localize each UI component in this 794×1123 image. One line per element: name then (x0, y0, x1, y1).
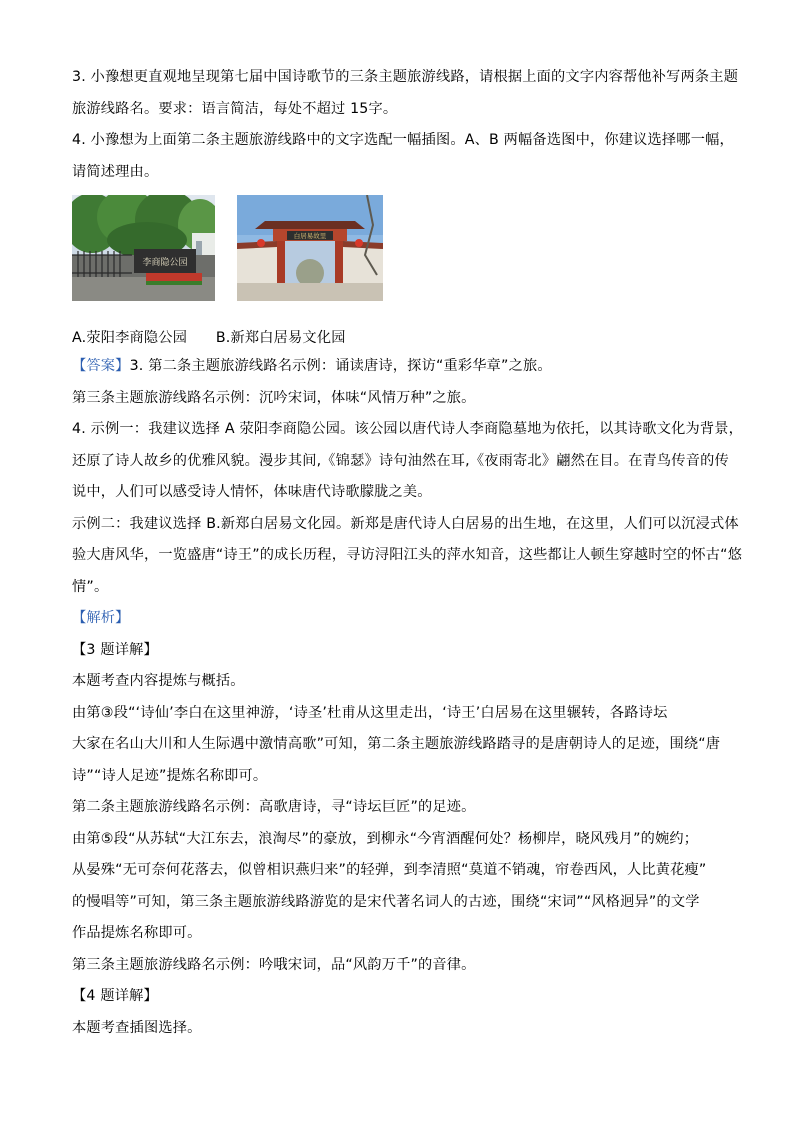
answer-line: 第三条主题旅游线路名示例：沉吟宋词，体味“风情万种”之旅。 (72, 389, 476, 406)
question-3-line-2: 旅游线路名。要求：语言简洁，每处不超过 15字。 (72, 100, 398, 117)
analysis-line: 由第③段“‘诗仙’李白在这里神游，‘诗圣’杜甫从这里走出，‘诗王’白居易在这里辗转，各路诗坛 (72, 704, 668, 721)
answer-line: 还原了诗人故乡的优雅风貌。漫步其间,《锦瑟》诗句油然在耳,《夜雨寄北》翩然在目。在青鸟传音的传 (72, 452, 729, 469)
answer-line-1 (72, 351, 722, 383)
analysis-line: 本题考查内容提炼与概括。 (72, 673, 245, 689)
q3-detail-label: 【3 题详解】 (72, 641, 158, 658)
answer-line: 示例二：我建议选择 B.新郑白居易文化园。新郑是唐代诗人白居易的出生地，在这里，人们可以沉浸式体 (72, 515, 739, 532)
analysis-line: 第二条主题旅游线路名示例：高歌唐诗，寻“诗坛巨匠”的足迹。 (72, 799, 476, 815)
answer-label: 【答案】 (72, 358, 130, 374)
document-page (72, 62, 744, 1044)
analysis-line: 作品提炼名称即可。 (72, 925, 202, 941)
answer-line: 4. 示例一：我建议选择 A 荥阳李商隐公园。该公园以唐代诗人李商隐墓地为依托，以其诗歌文化为背景， (72, 421, 744, 437)
answer-line: 说中，人们可以感受诗人情怀，体味唐代诗歌朦胧之美。 (72, 484, 432, 500)
question-4-line-1: 4. 小豫想为上面第二条主题旅游线路中的文字选配一幅插图。A、B 两幅备选图中，你建议选择哪一幅， (72, 132, 734, 148)
question-4-line-2: 请简述理由。 (72, 163, 159, 180)
answer-line-1-text: 3. 第二条主题旅游线路名示例：诵读唐诗，探访“重彩华章”之旅。 (129, 358, 552, 374)
svg-text:李商隐公园: 李商隐公园 (142, 258, 188, 268)
figure-a-park-photo (72, 195, 215, 301)
answer-line: 情”。 (72, 578, 109, 595)
question-3-line-1: 3. 小豫想更直观地呈现第七届中国诗歌节的三条主题旅游线路，请根据上面的文字内容帮他补写两条主题 (72, 69, 739, 85)
svg-text:白居易故里: 白居易故里 (293, 232, 327, 240)
analysis-line: 大家在名山大川和人生际遇中激情高歌”可知，第二条主题旅游线路踏寻的是唐朝诗人的足迹，围绕“唐 (72, 736, 721, 752)
answer-line: 验大唐风华，一览盛唐“诗王”的成长历程，寻访浔阳江头的萍水知音，这些都让人顿生穿越时空的怀古“悠 (72, 547, 743, 563)
figure-b-gate-photo (237, 195, 383, 301)
figure-caption: A.荥阳李商隐公园 B.新郑白居易文化园 (72, 330, 346, 346)
analysis-line: 由第⑤段“从苏轼“大江东去，浪淘尽”的豪放，到柳永“今宵酒醒何处？杨柳岸，晓风残月”的婉约； (72, 830, 699, 847)
analysis-line: 的慢唱等”可知，第三条主题旅游线路游览的是宋代著名词人的古迹，围绕“宋词”“风格迥异”的文学 (72, 893, 700, 910)
figure-row (72, 195, 722, 319)
analysis-line: 从晏殊“无可奈何花落去，似曾相识燕归来”的轻弹，到李清照“莫道不销魂，帘卷西风，人比黄花瘦” (72, 862, 707, 878)
analysis-label: 【解析】 (72, 610, 130, 626)
analysis-line: 诗”“诗人足迹”提炼名称即可。 (72, 767, 268, 784)
q4-detail-label: 【4 题详解】 (72, 988, 158, 1004)
analysis-line: 本题考查插图选择。 (72, 1019, 202, 1036)
analysis-line: 第三条主题旅游线路名示例：吟哦宋词，品“风韵万千”的音律。 (72, 956, 476, 973)
